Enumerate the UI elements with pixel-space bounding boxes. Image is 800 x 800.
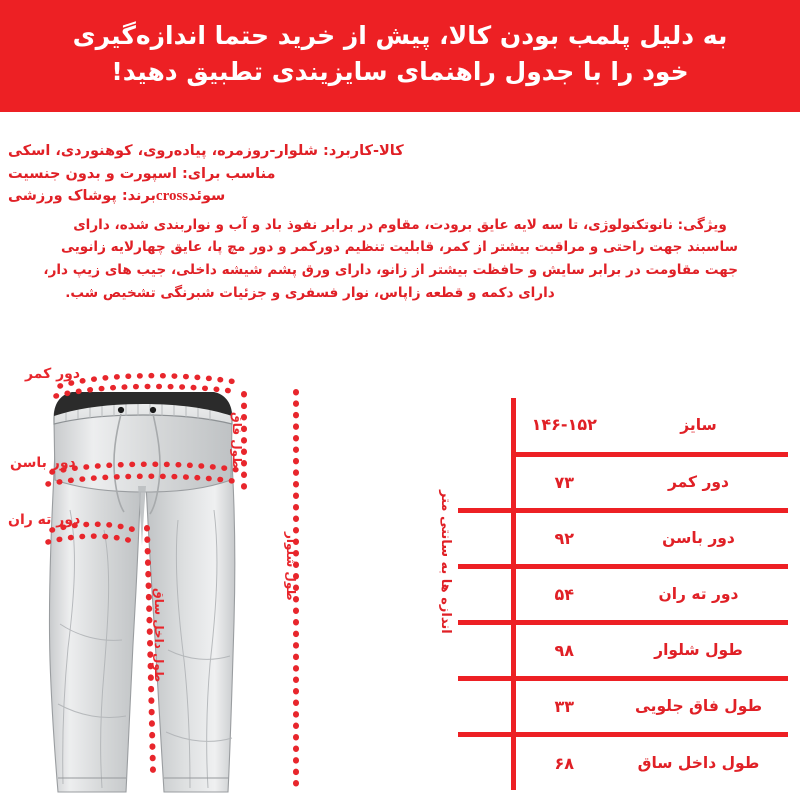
table-row — [458, 622, 788, 678]
warning-banner — [0, 0, 800, 112]
brand-prefix: برند: پوشاک ورزشی — [8, 188, 156, 205]
brand-latin-name: cross — [155, 188, 189, 205]
row-value: ۵۴ — [513, 566, 613, 622]
label-pant-length: طول شلوار — [284, 532, 298, 601]
units-note: اندازه ها به سانتی متر — [438, 490, 453, 634]
table-row-header — [458, 398, 788, 454]
eyelet-left — [118, 407, 124, 413]
banner-line-2: خود را با جدول راهنمای سایزیندی تطبیق دهید! — [111, 57, 689, 86]
table-pad-cell — [458, 454, 513, 510]
table-pad-cell — [458, 622, 513, 678]
size-table-container — [438, 398, 788, 790]
table-row — [458, 566, 788, 622]
table-row — [458, 678, 788, 734]
pants-diagram — [8, 360, 328, 800]
row-label: دور کمر — [613, 454, 788, 510]
features-line-4: دارای دکمه و قطعه زاپاس، نوار فسفری و جزئیات شبرنگی تشخیص شب. — [65, 285, 555, 302]
eyelet-right — [150, 407, 156, 413]
banner-line-1: به دلیل پلمب بودن کالا، پیش از خرید حتما اندازه‌گیری — [72, 20, 728, 50]
label-hip-circumference: دور باسن — [10, 455, 76, 471]
row-value: ۹۸ — [513, 622, 613, 678]
product-description — [0, 140, 800, 305]
features-line-1: ویژگی: نانوتکنولوژی، تا سه لایه عایق برودت، مقاوم در برابر نفوذ باد و آب و نواربندی شده، دارای — [73, 216, 727, 233]
table-row — [458, 510, 788, 566]
suitable-for-line: مناسب برای: اسپورت و بدون جنسیت — [8, 165, 276, 182]
table-row — [458, 734, 788, 790]
brand-suffix: سوئد — [188, 188, 226, 205]
row-value: ۹۲ — [513, 510, 613, 566]
table-pad-cell — [458, 566, 513, 622]
label-inseam-length: طول داخل ساق — [152, 588, 166, 683]
usage-line: کالا-کاربرد: شلوار-روزمره، پیاده‌روی، کوهنوردی، اسکی — [8, 143, 404, 159]
label-rise-length: طول فاق — [230, 412, 244, 469]
table-pad-cell — [458, 734, 513, 790]
table-pad-cell — [458, 678, 513, 734]
header-size-value: ۱۴۶-۱۵۲ — [513, 398, 613, 454]
table-pad-cell — [458, 398, 513, 454]
row-label: طول داخل ساق — [637, 754, 760, 773]
row-value: ۷۳ — [513, 454, 613, 510]
row-label: طول شلوار — [613, 622, 788, 678]
table-row — [458, 454, 788, 510]
row-value: ۶۸ — [513, 734, 613, 790]
features-line-2: ساسبند جهت راحتی و مراقبت بیشتر از کمر، قابلیت تنظیم دورکمر و دور مچ پا، عایق چهارلایه زانویی — [60, 239, 738, 256]
size-table — [458, 398, 788, 790]
row-label: دور باسن — [613, 510, 788, 566]
product-attributes — [0, 140, 800, 209]
row-label: دور ته ران — [613, 566, 788, 622]
label-thigh-circumference: دور ته ران — [8, 512, 81, 528]
pants-illustration-svg — [8, 360, 328, 800]
features-line-3: جهت مقاومت در برابر سایش و حافظت بیشتر از زانو، دارای ورق پشم شیشه داخلی، جیب های زیپ دار، — [43, 262, 738, 279]
row-label: طول فاق جلویی — [613, 678, 788, 734]
features-paragraph — [0, 214, 800, 305]
row-value: ۳۳ — [513, 678, 613, 734]
header-size-label: سایز — [613, 398, 788, 454]
label-waist-circumference: دور کمر — [25, 366, 81, 382]
table-pad-cell — [458, 510, 513, 566]
brand-line — [0, 185, 445, 208]
